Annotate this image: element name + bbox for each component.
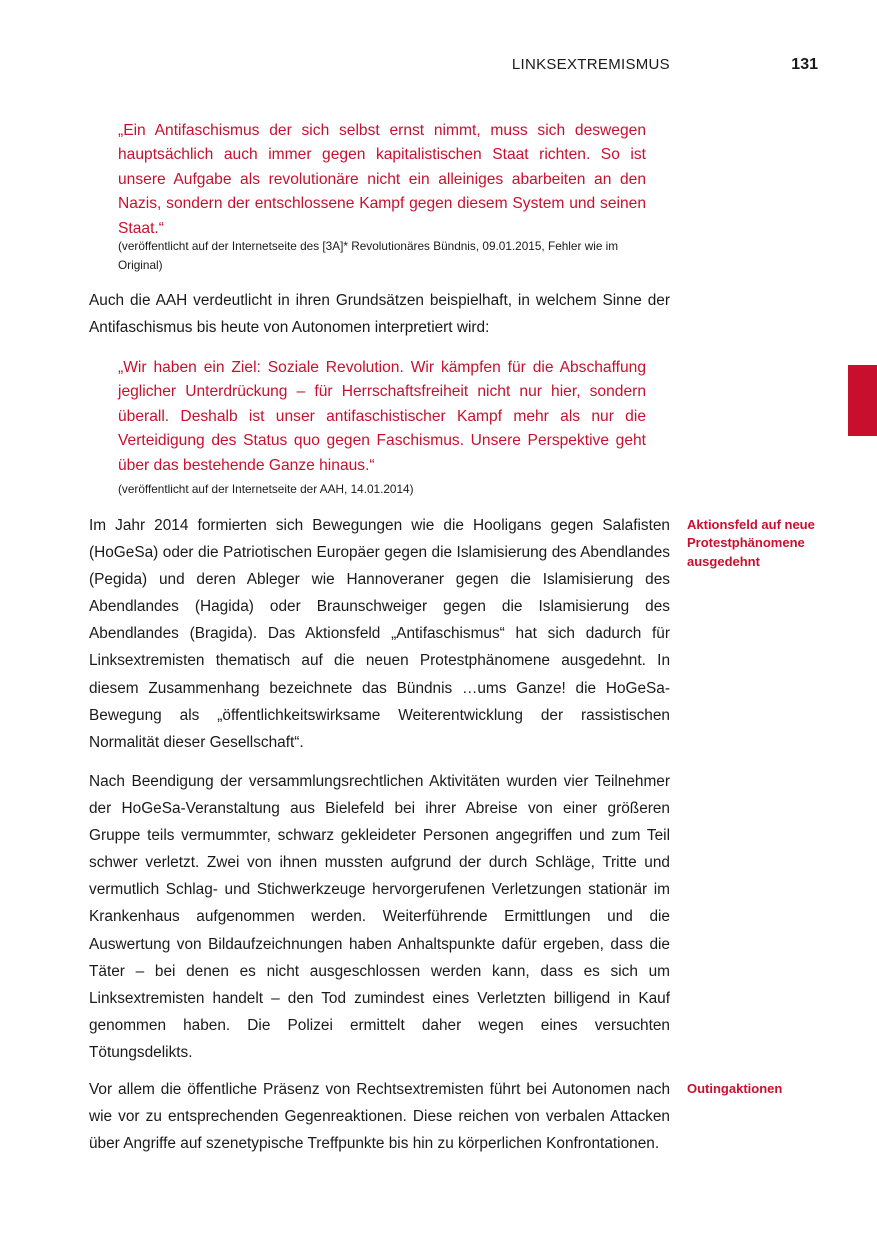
chapter-tab-marker [848,365,877,436]
quote-source: (veröffentlicht auf der Internetseite der AAH, 14.01.2014) [118,482,414,496]
body-paragraph: Vor allem die öffentliche Präsenz von Rechtsextremisten führt bei Autonomen nach wie vor zu entsprechenden Gegenreaktionen. Diese reichen von verbalen Attacken über Angriffe auf szenetypische Treffpunkte bis hin zu körperlichen Konfrontationen. [89,1081,670,1153]
body-paragraph: Nach Beendigung der versammlungsrechtlichen Aktivitäten wurden vier Teilnehmer der HoGeSa-Veranstaltung aus Bielefeld bei ihrer Abreise von einer größeren Gruppe teils vermummter, schwarz gekleideter Personen angegriffen und zum Teil schwer verletzt. Zwei von ihnen mussten aufgrund der durch Schläge, Tritte und vermutlich Schlag- und Stichwerkzeuge hervorgerufenen Verletzungen stationär im Krankenhaus aufgenommen werden. Weiterführende Ermittlungen und die Auswertung von Bildaufzeichnungen haben Anhaltspunkte dafür ergeben, dass die Täter – bei denen es nicht ausgeschlossen werden kann, dass es sich um Linksextremisten handelt – den Tod zumindest eines Verletzten billigend in Kauf genommen haben. Die Polizei ermittelt daher wegen eines versuchten Tötungsdelikts. [89,773,670,1061]
quote-block: „Wir haben ein Ziel: Soziale Revolution. Wir kämpfen für die Abschaffung jeglicher Unterdrückung – für Herrschaftsfreiheit nicht nur hier, sondern überall. Deshalb ist unser antifaschistischer Kampf mehr als nur die Verteidigung des Status quo gegen Faschismus. Unsere Perspektive geht über das bestehende Ganze hinaus.“ [118,359,646,474]
margin-note: Aktionsfeld auf neue Protestphänomene ausgedehnt [687,517,815,569]
margin-note: Outingaktionen [687,1081,783,1096]
page-number: 131 [791,56,818,73]
quote-block: „Ein Antifaschismus der sich selbst ernst nimmt, muss sich deswegen hauptsächlich auch immer gegen kapitalistischen Staat richten. So ist unsere Aufgabe als revolutionäre nicht ein alleiniges abarbeiten an den Nazis, sondern der entschlossene Kampf gegen diesem System und seinen Staat.“ [118,122,646,237]
body-paragraph: Im Jahr 2014 formierten sich Bewegungen wie die Hooligans gegen Salafisten (HoGeSa) oder die Patriotischen Europäer gegen die Islamisierung des Abendlandes (Pegida) und deren Ableger wie Hannoveraner gegen die Islamisierung des Abendlandes (Hagida) oder Braunschweiger gegen die Islamisierung des Abendlandes (Bragida). Das Aktionsfeld „Antifaschismus“ hat sich dadurch für Linksextremisten thematisch auf die neuen Protestphänomene ausgedehnt. In diesem Zusammenhang bezeichnete das Bündnis …ums Ganze! die HoGeSa-Bewegung als „öffentlichkeitswirksame Weiterentwicklung der rassistischen Normalität dieser Gesellschaft“. [89,517,670,751]
body-paragraph: Auch die AAH verdeutlicht in ihren Grundsätzen beispielhaft, in welchem Sinne der Antifaschismus bis heute von Autonomen interpretiert wird: [89,292,670,337]
quote-source: (veröffentlicht auf der Internetseite des [3A]* Revolutionäres Bündnis, 09.01.2015, Fehler wie im Original) [118,239,619,272]
running-header: LINKSEXTREMISMUS [511,56,670,73]
